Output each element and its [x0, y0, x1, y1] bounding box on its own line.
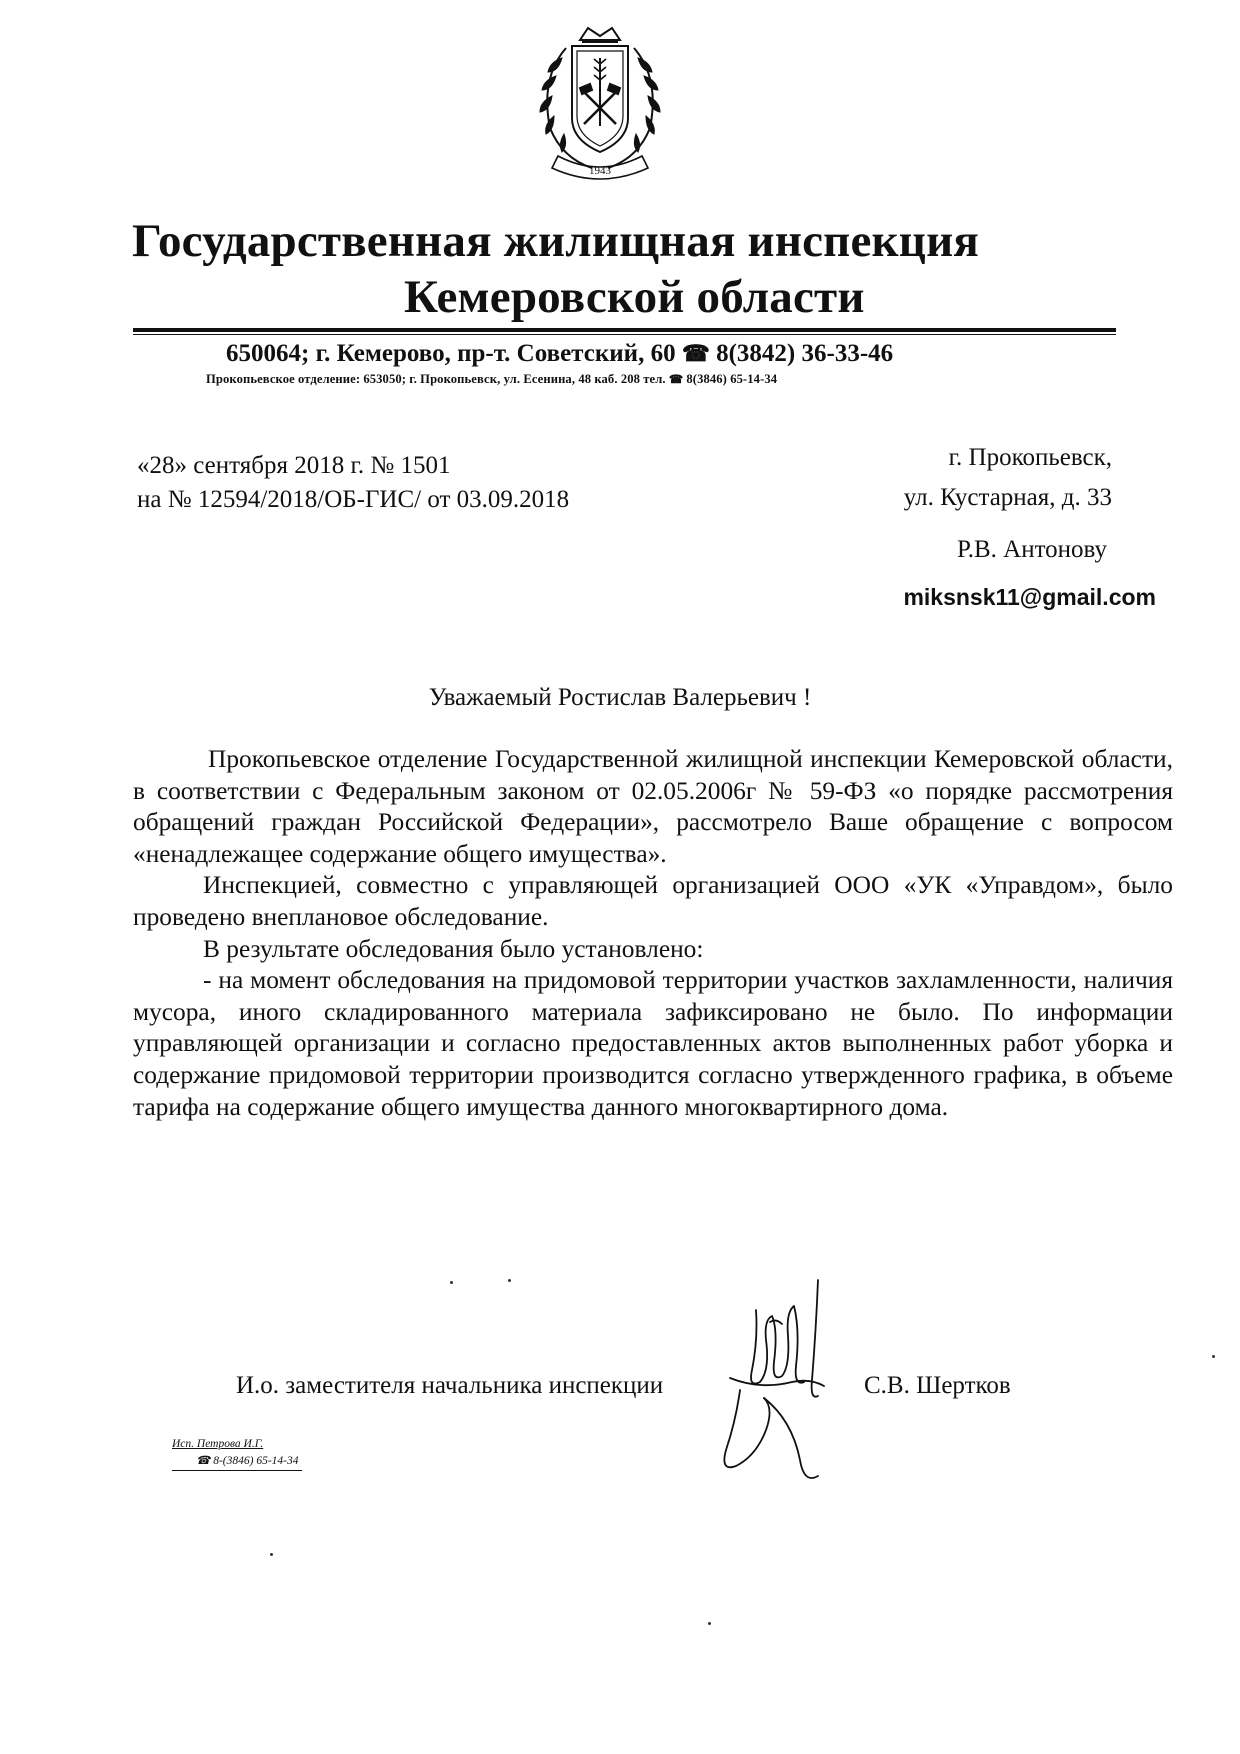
executor-phone-icon: ☎: [196, 1455, 211, 1467]
executor-phone: 8-(3846) 65-14-34: [213, 1455, 299, 1467]
letter-body: [133, 744, 1173, 1123]
branch-phone-icon: ☎: [668, 374, 684, 386]
header-divider-thick: [133, 328, 1116, 332]
recipient-city: г. Прокопьевск,: [948, 444, 1112, 471]
organization-address-text: 650064; г. Кемерово, пр-т. Советский, 60: [226, 340, 676, 367]
branch-address-text: Прокопьевское отделение: 653050; г. Прокопьевск, ул. Есенина, 48 каб. 208 тел.: [206, 372, 666, 386]
salutation: Уважаемый Ростислав Валерьевич !: [428, 684, 812, 711]
scan-speck: [450, 1281, 453, 1284]
branch-address: [206, 372, 777, 387]
recipient-name: Р.В. Антонову: [956, 536, 1107, 563]
signatory-role: И.о. заместителя начальника инспекции: [236, 1372, 664, 1399]
executor-name: Исп. Петрова И.Г.: [172, 1438, 264, 1450]
body-paragraph-1: Прокопьевское отделение Государственной жилищной инспекции Кемеровской области, в соответствии с Федеральным законом от 02.05.2006г № 59-ФЗ «о порядке рассмотрения обращений граждан Российской Федерации», рассмотрело Ваше обращение с вопросом «ненадлежащее содержание общего имущества».: [133, 745, 1173, 868]
letter-date-number: «28» сентября 2018 г. № 1501: [137, 452, 451, 479]
executor-phone-line: [172, 1453, 302, 1471]
recipient-email: miksnsk11@gmail.com: [903, 584, 1156, 610]
recipient-street: ул. Кустарная, д. 33: [903, 484, 1112, 511]
scan-speck: [1212, 1355, 1215, 1358]
body-paragraph-4: - на момент обследования на придомовой территории участков захламленности, наличия мусора, иного складированного материала зафиксировано не было. По информации управляющей организации и согласно предоставленных актов выполненных работ уборка и содержание придомовой территории производится согласно утвержденного графика, в объеме тарифа на содержание общего имущества данного многоквартирного дома.: [133, 966, 1173, 1121]
letter-reference: на № 12594/2018/ОБ-ГИС/ от 03.09.2018: [137, 486, 570, 513]
organization-name-line2: Кемеровской области: [404, 271, 865, 323]
branch-phone: 8(3846) 65-14-34: [686, 372, 778, 386]
body-paragraph-2: Инспекцией, совместно с управляющей организацией ООО «УК «Управдом», было проведено внеплановое обследование.: [133, 871, 1173, 931]
organization-phone: 8(3842) 36-33-46: [716, 340, 894, 367]
scan-speck: [270, 1553, 273, 1556]
organization-address: [226, 340, 893, 368]
executor-block: [172, 1436, 302, 1471]
signatory-name: С.В. Шертков: [864, 1372, 1011, 1399]
coat-of-arms-emblem: [510, 18, 690, 188]
emblem-ribbon-text: 1943: [589, 165, 611, 177]
header-divider-thin: [133, 334, 1116, 335]
scan-speck: [508, 1279, 511, 1282]
organization-name-line1: Государственная жилищная инспекция: [132, 215, 979, 267]
handwritten-signature: [700, 1270, 860, 1500]
body-paragraph-3: В результате обследования было установлено:: [203, 934, 704, 963]
scan-speck: [708, 1622, 711, 1625]
phone-icon: ☎: [681, 341, 710, 366]
